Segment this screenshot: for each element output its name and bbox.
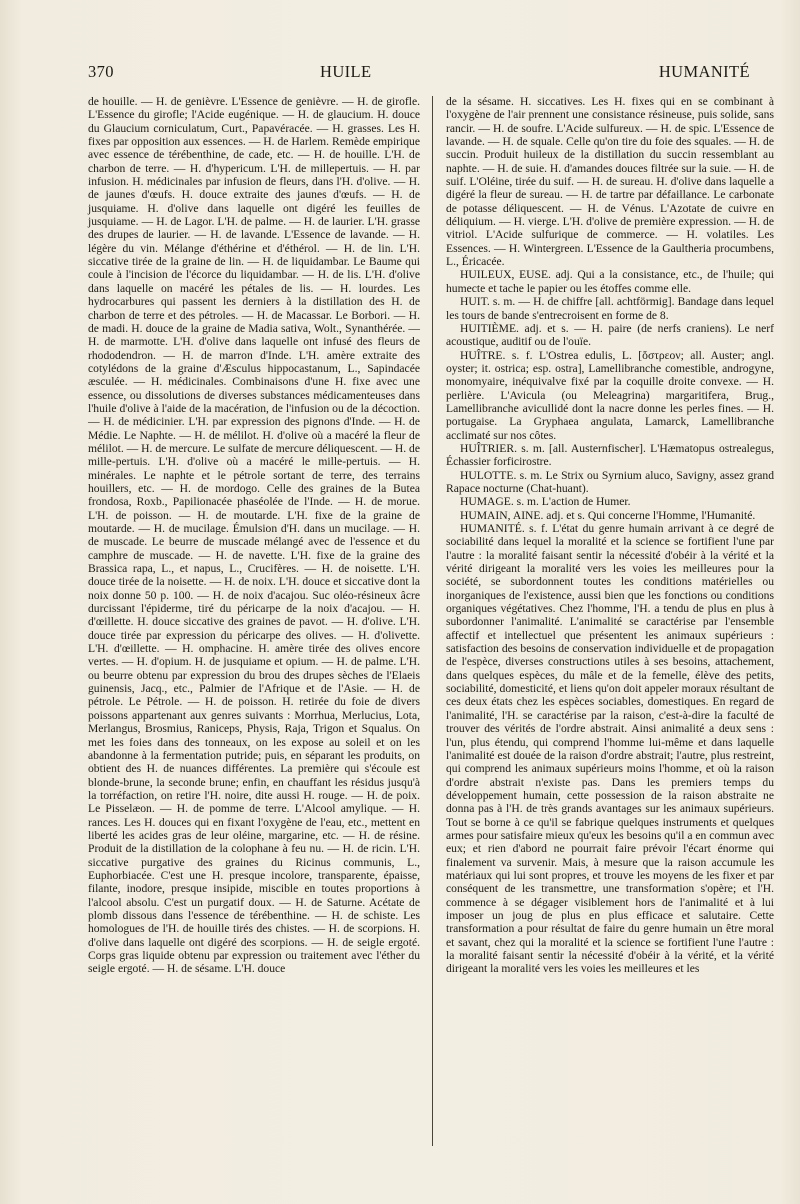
page-header <box>88 62 782 88</box>
entry-hulotte: HULOTTE. s. m. Le Strix ou Syrnium aluco, Savigny, assez grand Rapace nocturne (Chat-huant). <box>446 468 774 495</box>
left-column <box>88 95 420 976</box>
right-running-head: HUMANITÉ <box>658 62 750 81</box>
entry-humage: HUMAGE. s. m. L'action de Humer. <box>460 495 631 509</box>
page-number: 370 <box>88 62 114 81</box>
entry-huile-continued: de la sésame. H. siccatives. Les H. fixes qui en se combinant à l'oxygène de l'air prennent une consistance résineuse, puis solide, sans rancir. — H. de soufre. L'Acide sulfureux. — H. de spic. L'Essence de lavande. — H. de squale. Celle qu'on tire du foie des squales. — H. de succin. Produit huileux de la distillation du succin ressemblant au naphte. — H. de suie. H. d'amandes douces filtrée sur la suie. — H. de suif. L'Oléine, tirée du suif. — H. de sureau. H. d'olive dans laquelle a digéré la fleur de sureau. — H. de tartre par défaillance. Le carbonate de potasse déliquescent. — H. de Vénus. L'Azotate de cuivre en déliquium. — H. vierge. L'H. d'olive de première expression. — H. de vitriol. L'Acide sulfurique de commerce. — H. volatiles. Les Essences. — H. Wintergreen. L'Essence de la Gaultheria procumbens, L., Éricacée. <box>446 95 774 269</box>
entry-humain: HUMAIN, AINE. adj. et s. Qui concerne l'Homme, l'Humanité. <box>460 508 756 522</box>
entry-huitre: HUÎTRE. s. f. L'Ostrea edulis, L. [ὄστρεον; all. Auster; angl. oyster; it. ostrica; esp. ostra], Lamellibranche comestible, androgyne, monomyaire, inéquivalve fixé par la coquille droite convexe. — H. perlière. L'Avicula (ou Meleagrina) margaritifera, Brug., Lamellibranche avicullidé dont la nacre donne les perles fines. — H. portugaise. La Gryphaea angulata, Lamarck, Lamellibranche acclimaté sur nos côtes. <box>446 348 774 442</box>
entry-huit: HUIT. s. m. — H. de chiffre [all. achtförmig]. Bandage dans lequel les tours de bande s'entrecroisent en forme de 8. <box>446 295 774 322</box>
entry-huitieme: HUITIÈME. adj. et s. — H. paire (de nerfs craniens). Le nerf acoustique, auditif ou de l'ouïe. <box>446 321 774 349</box>
entry-humanite: HUMANITÉ. s. f. L'état du genre humain arrivant à ce degré de sociabilité dans lequel la moralité et la science se fortifient l'une par l'autre : la moralité faisant sentir la nécessité d'obéir à la vérité et la vérité dirigeant la moralité vers les voies les meilleures pour la société, se subordonnent toutes les conditions matérielles ou inorganiques de l'existence, aussi bien que les fonctions ou conditions organiques végétatives. Chez l'homme, l'H. a tendu de plus en plus à subordonner l'animalité. L'animalité se caractérise par l'ensemble affectif et intellectuel que présentent les animaux supérieurs : satisfaction des besoins de conservation individuelle et de propagation de l'espèce, diverses constructions utiles à ses besoins, attachement, dans quelques espèces, du mâle et de la femelle, élève des petits, sociabilité, domesticité, et liens qu'on doit appeler moraux résultant de ces deux états chez les espèces sociables, domestiques. En regard de l'animalité, l'H. se caractérise par la raison, c'est-à-dire la faculté de trouver des vérités de l'ordre abstrait. Ainsi animalité a deux sens : l'un, plus étendu, qui comprend l'homme lui-même et dans laquelle l'animalité est douée de la raison d'ordre abstrait; l'autre, plus restreint, qui comprend les animaux supérieurs moins l'homme, et où la raison d'ordre abstrait n'existe pas. Dans les premiers temps du développement humain, cette possession de la raison abstraite ne donna pas à l'H. de très grands avantages sur les animaux supérieurs. Tout se borne à ce qu'il se fabrique quelques instruments et quelques armes pour satisfaire mieux qu'eux les besoins qu'il a en commun avec eux; et rien d'abord ne pourrait faire prévoir l'écart énorme qui finalement va survenir. Mais, à mesure que la raison accumule les matériaux qui lui sont propres, et trouve les moyens de les fixer et par conséquent de les transmettre, une transformation s'opère; et l'H. commence à se dégager visiblement hors de l'animalité et à lui imposer un joug de plus en plus efficace et salutaire. Cette transformation a pour résultat de faire du genre humain un être moral et savant, chez qui la moralité et la science se fortifient l'une l'autre : la moralité faisant sentir la nécessité d'obéir à la vérité, et la vérité dirigeant la moralité vers les voies les meilleures et les <box>446 522 774 976</box>
entry-huileux: HUILEUX, EUSE. adj. Qui a la consistance, etc., de l'huile; qui humecte et tache le papier ou les étoffes comme elle. <box>446 268 774 295</box>
right-column <box>446 95 774 976</box>
column-divider <box>432 96 433 1146</box>
left-running-head: HUILE <box>320 62 372 81</box>
left-column-text: de houille. — H. de genièvre. L'Essence de genièvre. — H. de girofle. L'Essence du girofle; l'Acide eugénique. — H. de glaucium. H. douce du Glaucium corniculatum, Curt., Papavéracée. — H. grasses. Les H. fixes par opposition aux essences. — H. de Harlem. Remède empirique avec essence de térébenthine, de cade, etc. — H. de houille. L'H. de charbon de terre. — H. d'hypericum. L'H. de millepertuis. — H. par infusion. H. médicinales par infusion de fleurs, dans l'H. d'olive. — H. de jaunes d'œufs. H. douce extraite des jaunes d'œufs. — H. de jusquiame. H. d'olive dans laquelle ont digéré les feuilles de jusquiame. — H. de Lagor. L'H. de palme. — H. de laurier. L'H. grasse des drupes de laurier. — H. de lavande. L'Essence de lavande. — H. légère du vin. Mélange d'éthérine et d'éthérol. — H. de lin. L'H. siccative tirée de la graine de lin. — H. de liquidambar. Le Baume qui coule à l'incision de l'écorce du liquidambar. — H. de lis. L'H. d'olive dans laquelle on macéré les pétales de lis. — H. lourdes. Les hydrocarbures qui passent les derniers à la distillation des H. de charbon de terre et des pétroles. — H. de Macassar. Le Borbori. — H. de madi. H. douce de la graine de Madia sativa, Wolt., Synanthérée. — H. de marmotte. L'H. d'olive dans laquelle ont infusé des fleurs de rhododendron. — H. de marron d'Inde. L'H. amère extraite des cotylédons de la graine d'Æsculus hippocastanum, L., Sapindacée æsculée. — H. médicinales. Combinaisons d'une H. fixe avec une essence, ou dissolutions de diverses substances médicamenteuses dans l'huile d'olive à l'aide de la macération, de l'infusion ou de la décoction. — H. de médicinier. L'H. par expression des pignons d'Inde. — H. de Médie. Le Naphte. — H. de mélilot. H. d'olive où a macéré la fleur de mélilot. — H. de mercure. Le sulfate de mercure déliquescent. — H. de mille-pertuis. L'H. d'olive où a macéré le mille-pertuis. — H. minérales. Le naphte et le pétrole sortant de terre, des terrains houillers, etc. — H. de mordogo. Celle des graines de la Butea frondosa, Roxb., Papilionacée phaséolée de l'Inde. — H. de morue. L'H. de poisson. — H. de moutarde. L'H. fixe de la graine de moutarde. — H. de mucilage. Émulsion d'H. dans un mucilage. — H. de muscade. Le beurre de muscade mélangé avec de l'essence et du camphre de muscade. — H. de navette. L'H. fixe de la graine des Brassica rapa, L., et napus, L., Crucifères. — H. de noisette. L'H. douce tirée de la noisette. — H. de noix. L'H. douce et siccative dont la noix donne 50 p. 100. — H. de noix d'acajou. Suc oléo-résineux âcre durcissant l'épiderme, tiré du péricarpe de la noix d'acajou. — H. d'œillette. H. douce siccative des graines de pavot. — H. d'olive. L'H. douce tirée par expression du péricarpe des olives. — H. d'olivette. L'H. d'œillette. — H. omphacine. H. amère tirée des olives encore vertes. — H. d'opium. H. de jusquiame et opium. — H. de palme. L'H. ou beurre obtenu par expression du brou des drupes sèches de l'Elaeis guinensis, Jacq., etc., Palmier de l'Afrique et de l'Asie. — H. de pétrole. Le Pétrole. — H. de poisson. H. retirée du foie de divers poissons appartenant aux genres suivants : Morrhua, Merlucius, Lota, Merlangus, Brosmius, Raniceps, Physis, Raja, Trigon et Squalus. On met les foies dans des tonneaux, on les expose au soleil et on les abandonne à la fermentation putride; puis, en séparant les produits, on obtient des H. de nuances différentes. La première qui s'écoule est blonde-brune, la seconde brune; enfin, en chauffant les résidus jusqu'à la torréfaction, on retire l'H. noire, dite aussi H. rouge. — H. de poix. Le Pisselæon. — H. de pomme de terre. L'Alcool amylique. — H. rances. Les H. douces qui en fixant l'oxygène de l'eau, etc., mettent en liberté les acides gras de leur oléine, margarine, etc. — H. de résine. Produit de la distillation de la colophane à feu nu. — H. de ricin. L'H. siccative purgative des graines du Ricinus communis, L., Euphorbiacée. C'est une H. presque incolore, transparente, épaisse, filante, inodore, presque insipide, miscible en toutes proportions à l'alcool absolu. C'est un purgatif doux. — H. de Saturne. Acétate de plomb dissous dans l'essence de térébenthine. — H. de schiste. Les homologues de l'H. de houille tirés des chistes. — H. de scorpions. H. d'olive dans laquelle ont digéré des scorpions. — H. de seigle ergoté. Corps gras liquide obtenu par expression ou traitement avec l'éther du seigle ergoté. — H. de sésame. L'H. douce <box>88 95 420 976</box>
entry-huitrier: HUÎTRIER. s. m. [all. Austernfischer]. L'Hæmatopus ostrealegus, Échassier forficirostre. <box>446 441 774 469</box>
